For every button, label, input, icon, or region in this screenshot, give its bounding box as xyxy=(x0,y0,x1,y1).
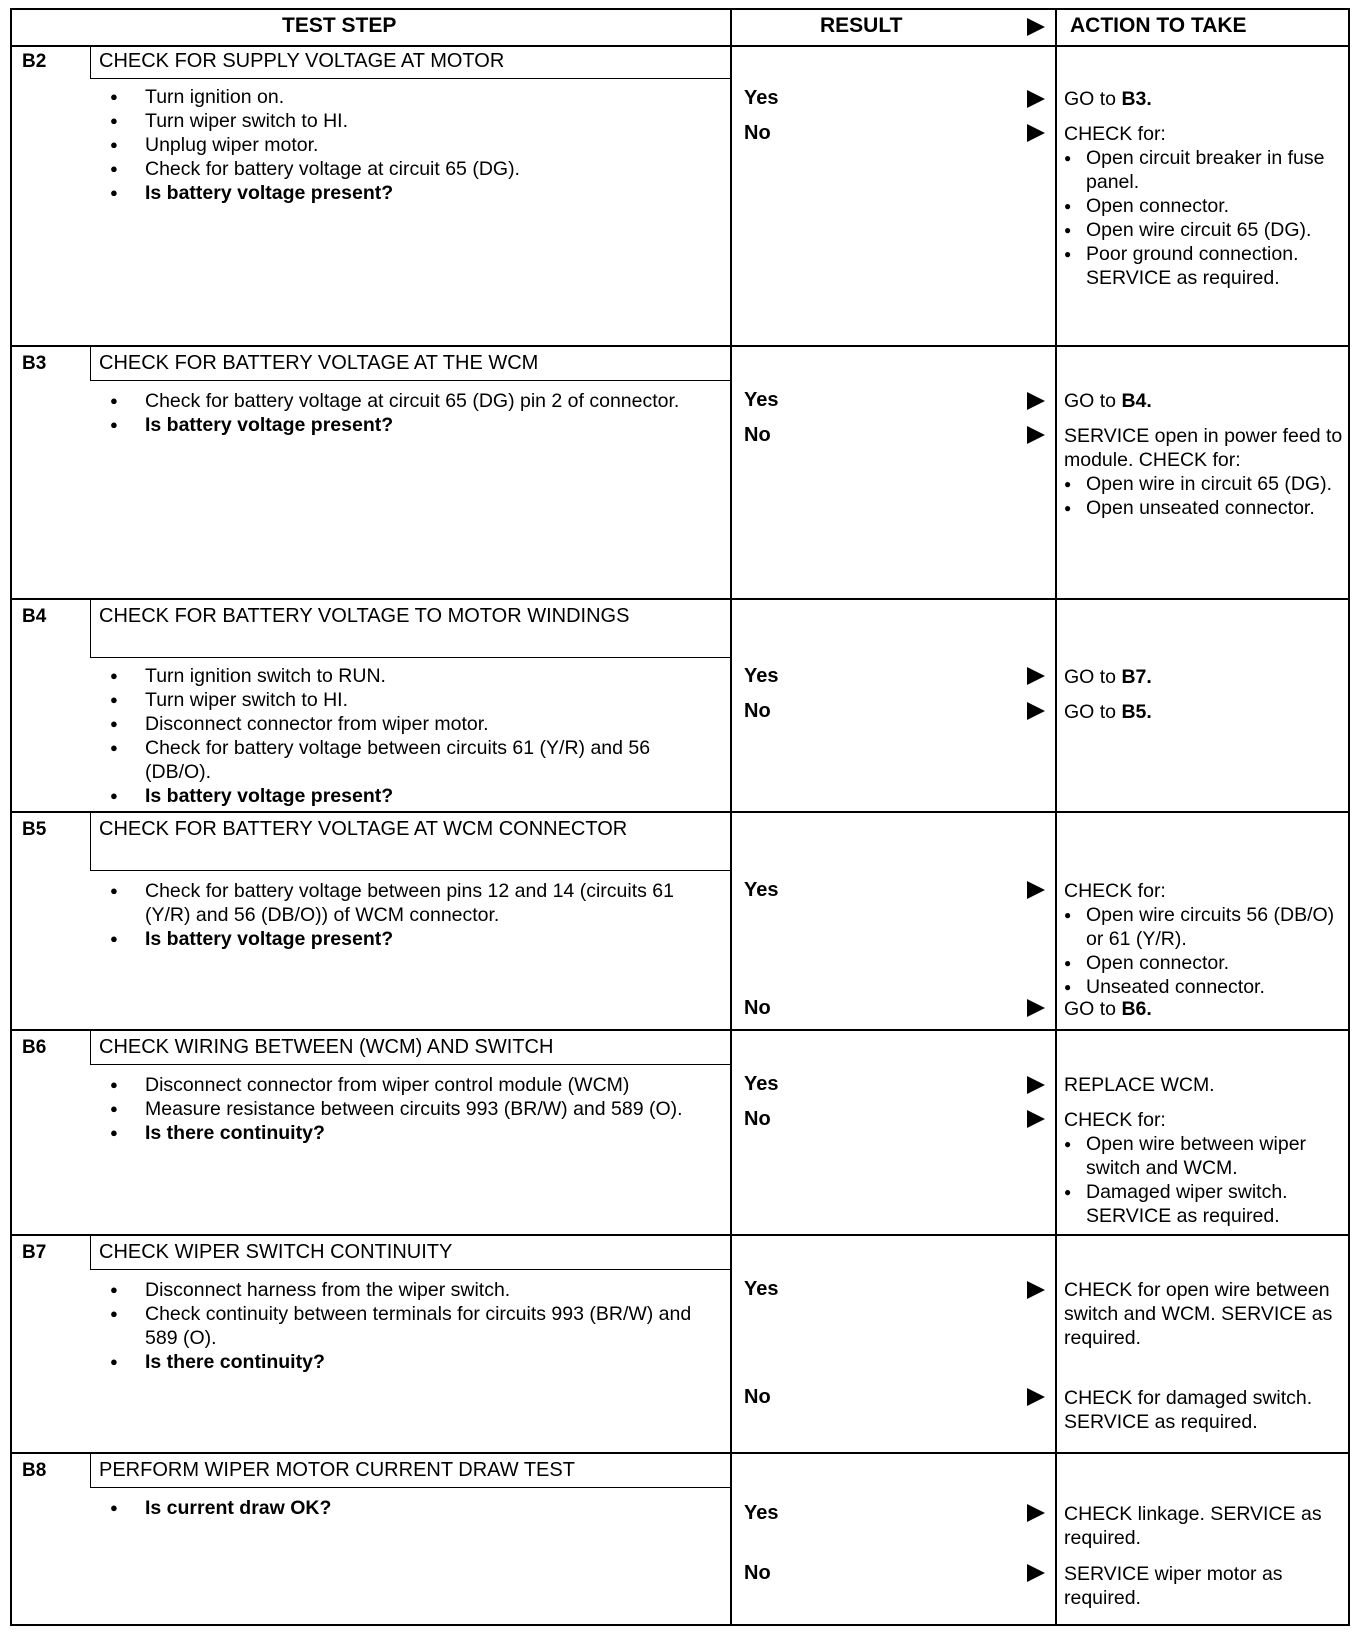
list-item: ● Open circuit breaker in fuse panel. xyxy=(1064,146,1350,194)
list-item: ● Turn wiper switch to HI. xyxy=(100,688,720,712)
arrow-icon xyxy=(1027,1076,1045,1094)
result-yes: Yes xyxy=(744,665,779,687)
table-row-b6 xyxy=(12,1031,1348,1236)
header-arrow-icon xyxy=(1027,18,1045,36)
list-item: ● Turn ignition switch to RUN. xyxy=(100,664,720,688)
list-item: ● Is there continuity? xyxy=(100,1350,720,1374)
list-item: ● Open unseated connector. xyxy=(1064,496,1350,520)
step-code: B3 xyxy=(22,353,47,374)
table-row-b7 xyxy=(12,1236,1348,1454)
arrow-icon xyxy=(1027,881,1045,899)
list-item: ● Open connector. xyxy=(1064,951,1350,975)
list-item: ● Check for battery voltage at circuit 65 (DG) pin 2 of connector. xyxy=(100,389,720,413)
step-reference: B6. xyxy=(1121,998,1152,1020)
list-item: ● Check for battery voltage between pins 12 and 14 (circuits 61 (Y/R) and 56 (DB/O)) of WCM connector. xyxy=(100,879,720,927)
list-item: ● Check for battery voltage between circuits 61 (Y/R) and 56 (DB/O). xyxy=(100,736,720,784)
result-no: No xyxy=(744,122,771,144)
step-title: CHECK FOR SUPPLY VOLTAGE AT MOTOR xyxy=(90,45,730,79)
list-item: ● Open wire circuit 65 (DG). xyxy=(1064,218,1350,242)
action-text: GO to xyxy=(1064,666,1122,688)
result-no: No xyxy=(744,1562,771,1584)
arrow-icon xyxy=(1027,124,1045,142)
step-code: B4 xyxy=(22,606,47,627)
result-yes: Yes xyxy=(744,87,779,109)
action-text: GO to xyxy=(1064,998,1122,1020)
step-title: CHECK FOR BATTERY VOLTAGE AT WCM CONNECTOR xyxy=(90,813,730,871)
list-item: ● Open wire between wiper switch and WCM. xyxy=(1064,1132,1350,1180)
list-item: ● Disconnect harness from the wiper switch. xyxy=(100,1278,720,1302)
list-item: ● Poor ground connection. SERVICE as required. xyxy=(1064,242,1350,290)
list-item: ● Open wire in circuit 65 (DG). xyxy=(1064,472,1350,496)
step-code: B5 xyxy=(22,819,47,840)
step-title: CHECK WIRING BETWEEN (WCM) AND SWITCH xyxy=(90,1031,730,1065)
action-text: GO to xyxy=(1064,88,1122,110)
arrow-icon xyxy=(1027,999,1045,1017)
result-no: No xyxy=(744,424,771,446)
table-row-b5 xyxy=(12,813,1348,1031)
list-item: ● Open wire circuits 56 (DB/O) or 61 (Y/R). xyxy=(1064,903,1350,951)
step-code: B7 xyxy=(22,1242,47,1263)
diagnostic-table xyxy=(10,8,1350,1626)
table-row-b2 xyxy=(12,45,1348,347)
header-test-step: TEST STEP xyxy=(282,14,397,37)
step-code: B8 xyxy=(22,1460,47,1481)
list-item: ● Turn wiper switch to HI. xyxy=(100,109,720,133)
step-list xyxy=(100,664,720,808)
list-item: ● Is battery voltage present? xyxy=(100,927,720,951)
list-item: ● Open connector. xyxy=(1064,194,1350,218)
list-item: ● Is there continuity? xyxy=(100,1121,720,1145)
arrow-icon xyxy=(1027,702,1045,720)
result-yes: Yes xyxy=(744,1073,779,1095)
step-reference: B3. xyxy=(1121,88,1152,110)
result-yes: Yes xyxy=(744,879,779,901)
result-no: No xyxy=(744,1386,771,1408)
result-yes: Yes xyxy=(744,1278,779,1300)
list-item: ● Is battery voltage present? xyxy=(100,784,720,808)
list-item: ● Is current draw OK? xyxy=(100,1496,720,1520)
list-item: ● Is battery voltage present? xyxy=(100,413,720,437)
action-no xyxy=(1064,700,1350,724)
check-list xyxy=(1064,146,1350,290)
action-no: CHECK for damaged switch. SERVICE as required. xyxy=(1064,1387,1313,1433)
step-title: PERFORM WIPER MOTOR CURRENT DRAW TEST xyxy=(90,1454,730,1488)
check-list xyxy=(1064,903,1350,999)
step-reference: B5. xyxy=(1121,701,1152,723)
list-item: ● Disconnect connector from wiper motor. xyxy=(100,712,720,736)
step-list xyxy=(100,1278,720,1374)
list-item: ● Turn ignition on. xyxy=(100,85,720,109)
list-item: ● Disconnect connector from wiper control module (WCM) xyxy=(100,1073,720,1097)
step-title: CHECK FOR BATTERY VOLTAGE AT THE WCM xyxy=(90,347,730,381)
step-code: B6 xyxy=(22,1037,47,1058)
action-text: GO to xyxy=(1064,701,1122,723)
list-item: ● Measure resistance between circuits 993 (BR/W) and 589 (O). xyxy=(100,1097,720,1121)
result-no: No xyxy=(744,1108,771,1130)
step-title: CHECK FOR BATTERY VOLTAGE TO MOTOR WINDINGS xyxy=(90,600,730,658)
step-title: CHECK WIPER SWITCH CONTINUITY xyxy=(90,1236,730,1270)
result-yes: Yes xyxy=(744,1502,779,1524)
header-result: RESULT xyxy=(820,14,903,37)
list-item: ● Damaged wiper switch. SERVICE as required. xyxy=(1064,1180,1350,1228)
result-no: No xyxy=(744,700,771,722)
action-yes xyxy=(1064,87,1350,111)
action-yes xyxy=(1064,665,1350,689)
list-item: ● Is battery voltage present? xyxy=(100,181,720,205)
step-list xyxy=(100,389,720,437)
step-list xyxy=(100,1496,720,1520)
list-item: ● Check for battery voltage at circuit 65 (DG). xyxy=(100,157,720,181)
action-no xyxy=(1064,997,1350,1021)
action-text: SERVICE open in power feed to module. CHECK for: xyxy=(1064,425,1343,471)
action-text: GO to xyxy=(1064,390,1122,412)
action-yes: CHECK for open wire between switch and WCM. SERVICE as required. xyxy=(1064,1279,1333,1349)
arrow-icon xyxy=(1027,426,1045,444)
table-row-b3 xyxy=(12,347,1348,600)
arrow-icon xyxy=(1027,392,1045,410)
action-yes xyxy=(1064,879,1350,999)
table-row-b4 xyxy=(12,600,1348,813)
list-item: ● Unplug wiper motor. xyxy=(100,133,720,157)
header-action: ACTION TO TAKE xyxy=(1070,14,1247,37)
arrow-icon xyxy=(1027,1504,1045,1522)
action-no: SERVICE wiper motor as required. xyxy=(1064,1563,1283,1609)
list-item: ● Check continuity between terminals for circuits 993 (BR/W) and 589 (O). xyxy=(100,1302,720,1350)
action-text: CHECK for: xyxy=(1064,1109,1166,1131)
step-list xyxy=(100,85,720,205)
check-list xyxy=(1064,1132,1350,1228)
table-row-b8 xyxy=(12,1454,1348,1624)
arrow-icon xyxy=(1027,1388,1045,1406)
action-yes: REPLACE WCM. xyxy=(1064,1074,1215,1096)
step-reference: B4. xyxy=(1121,390,1152,412)
result-yes: Yes xyxy=(744,389,779,411)
arrow-icon xyxy=(1027,1110,1045,1128)
action-no xyxy=(1064,424,1350,520)
result-no: No xyxy=(744,997,771,1019)
check-list xyxy=(1064,472,1350,520)
step-list xyxy=(100,1073,720,1145)
arrow-icon xyxy=(1027,1564,1045,1582)
action-no xyxy=(1064,122,1350,290)
action-no xyxy=(1064,1108,1350,1228)
arrow-icon xyxy=(1027,90,1045,108)
action-text: CHECK for: xyxy=(1064,880,1166,902)
action-yes xyxy=(1064,389,1350,413)
step-code: B2 xyxy=(22,51,47,72)
step-list xyxy=(100,879,720,951)
table-header xyxy=(12,10,1348,47)
action-text: CHECK for: xyxy=(1064,123,1166,145)
arrow-icon xyxy=(1027,1281,1045,1299)
action-yes: CHECK linkage. SERVICE as required. xyxy=(1064,1503,1322,1549)
list-item: ● Unseated connector. xyxy=(1064,975,1350,999)
arrow-icon xyxy=(1027,667,1045,685)
step-reference: B7. xyxy=(1121,666,1152,688)
